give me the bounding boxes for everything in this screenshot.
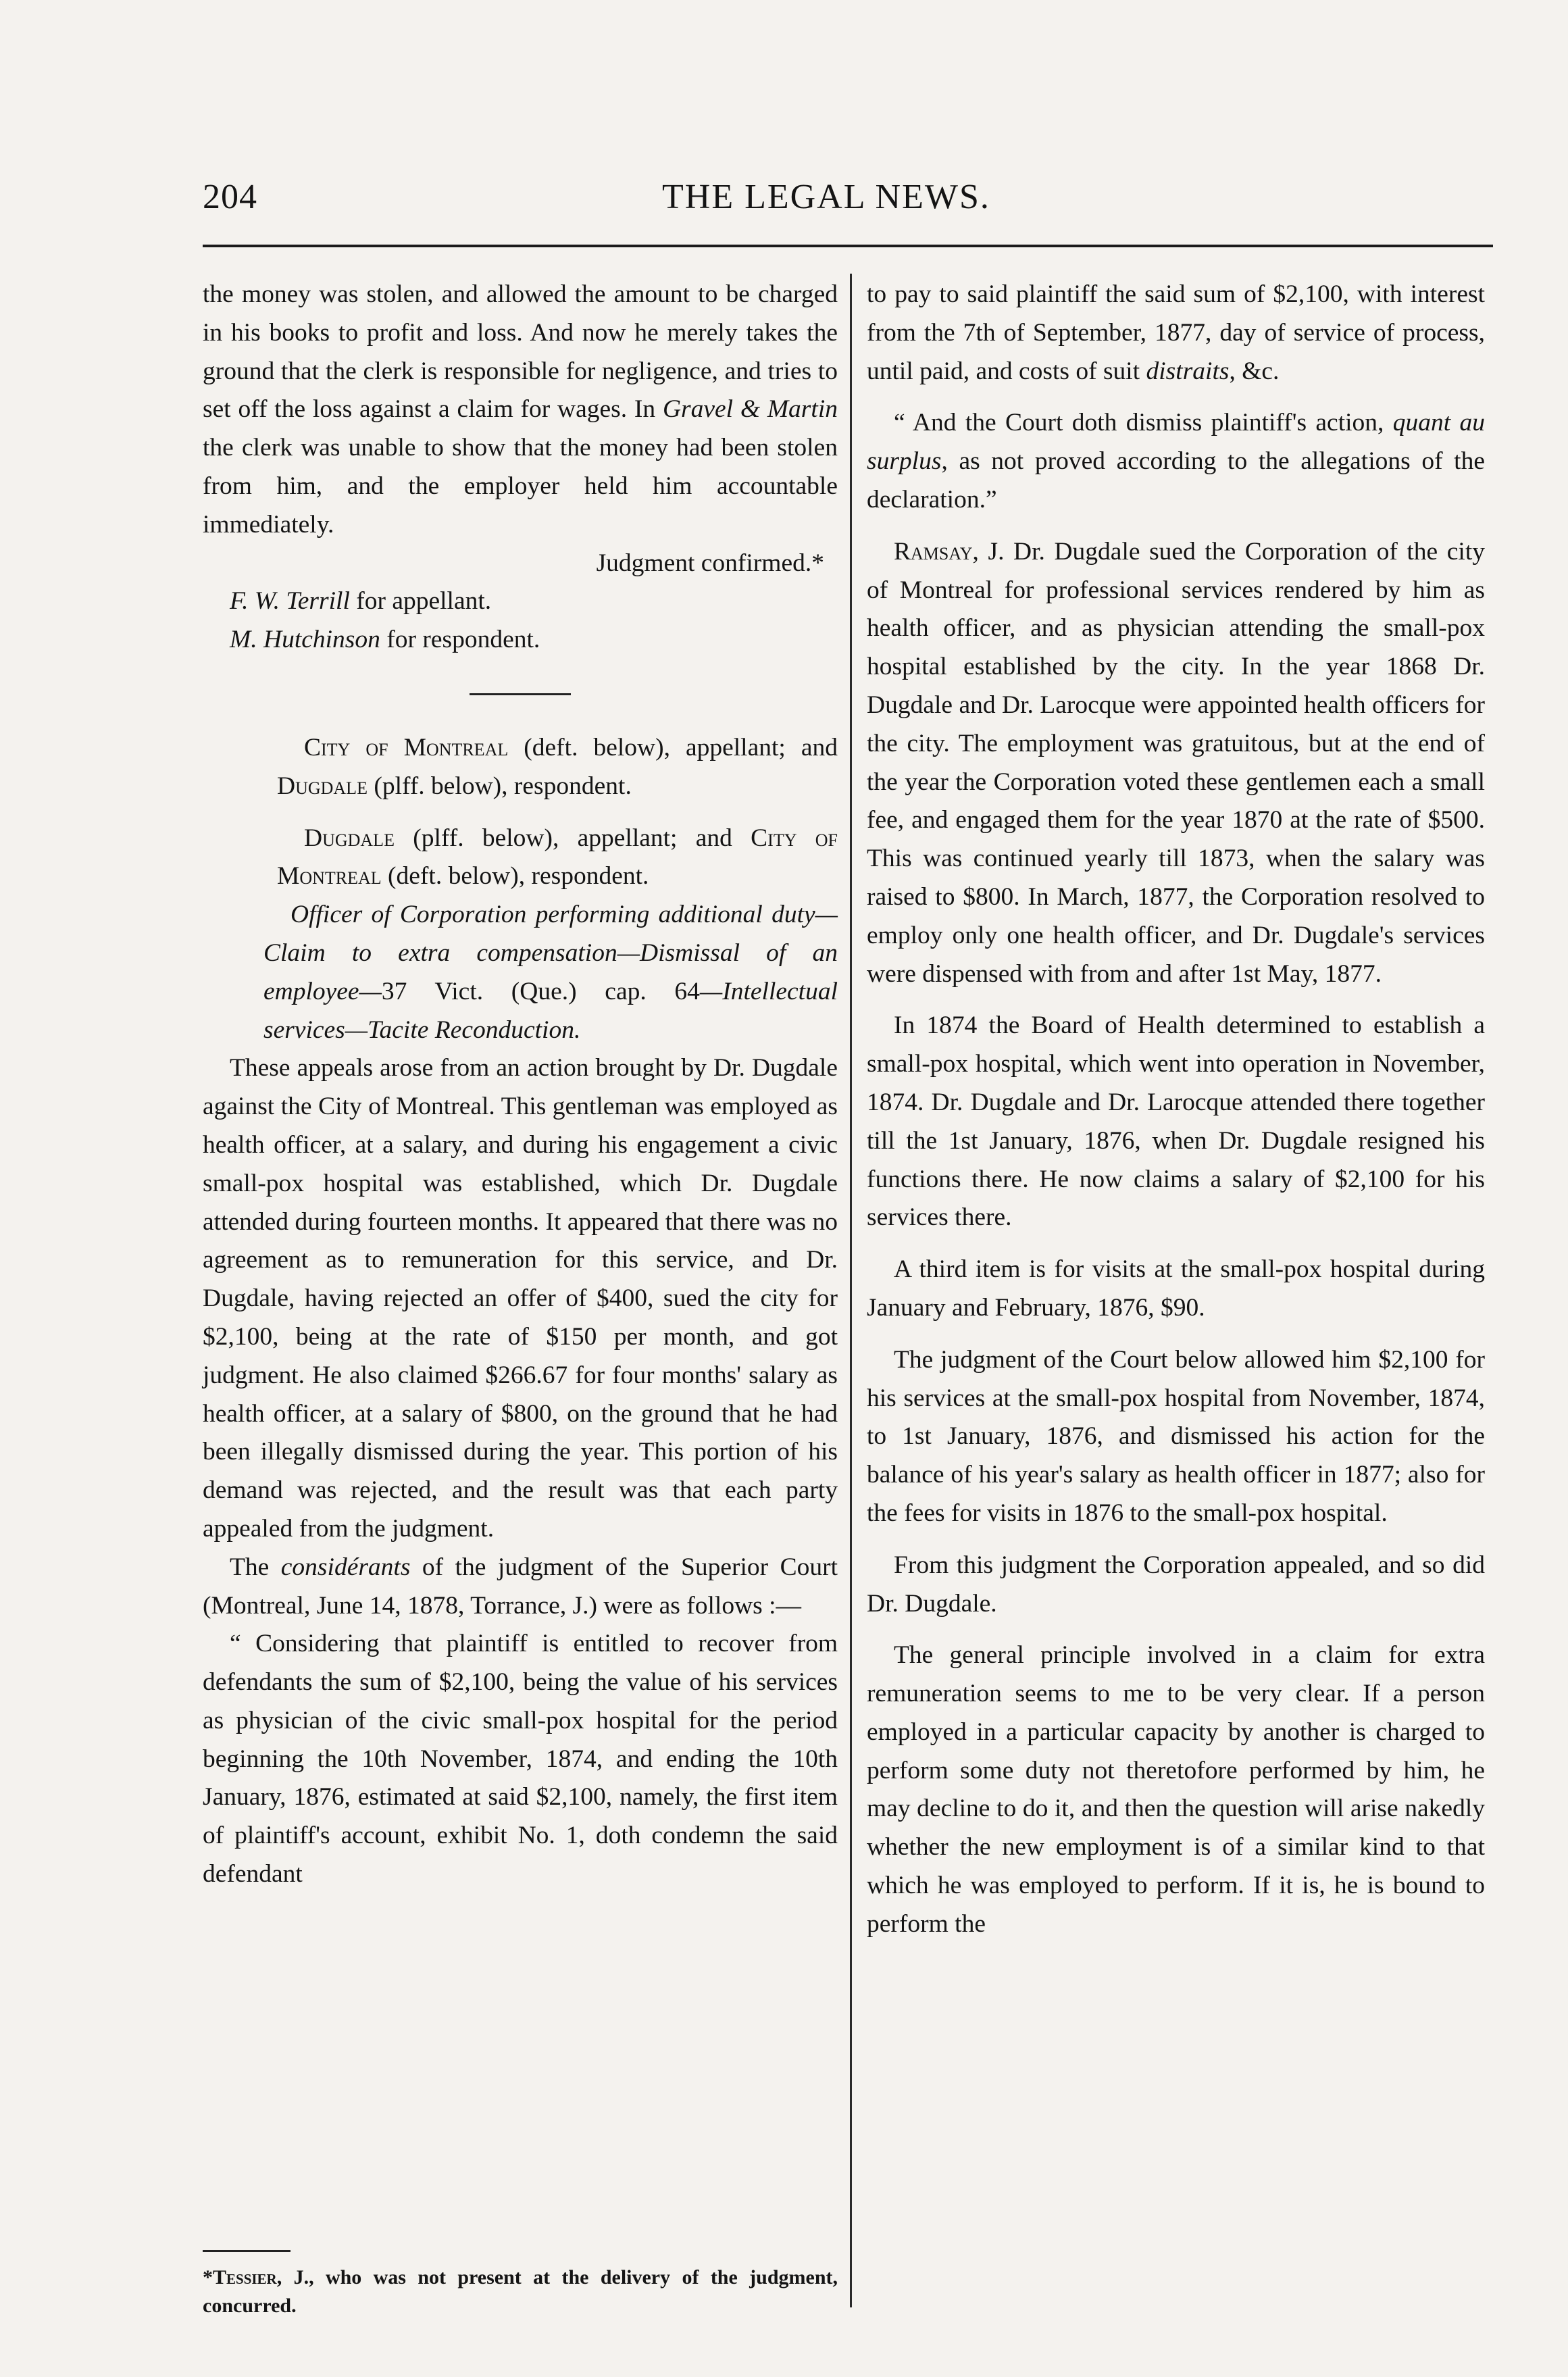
column-divider	[850, 274, 852, 2307]
counsel-role: for appellant.	[356, 587, 492, 616]
party-name: Dugdale	[277, 772, 368, 800]
paragraph-text: , &c.	[1229, 357, 1280, 385]
left-column	[203, 276, 838, 1894]
footnote-text: who was not present at the delivery of the judgment, concurred.	[203, 2266, 838, 2317]
counsel-line	[203, 582, 838, 621]
italic-term: distraits	[1146, 357, 1230, 385]
case-title-text: (plff. below), respondent.	[374, 772, 632, 800]
paragraph-text: the money was stolen, and allowed the amount to be charged in his books to profit and loss. And now he merely takes the ground that the clerk is responsible for negligence, and tries to set off the loss against a claim for wages. In	[203, 280, 838, 424]
headnote	[203, 896, 838, 1049]
case-citation: Gravel & Martin	[662, 395, 838, 424]
counsel-line	[203, 621, 838, 659]
case-title-text: (deft. below), appellant; and	[524, 733, 838, 761]
paragraph-text: to pay to said plaintiff the said sum of $2,100, with interest from the 7th of September, 1877, day of service of process, until paid, and costs of suit	[867, 280, 1485, 385]
paragraph	[867, 276, 1485, 391]
paragraph: In 1874 the Board of Health determined to establish a small-pox hospital, which went into operation in November, 1874. Dr. Dugdale and Dr. Larocque attended there together till the 1st January, 1876, when Dr. Dugdale resigned his functions there. He now claims a salary of $2,100 for his services there.	[867, 1011, 1485, 1232]
counsel-name: M. Hutchinson	[230, 626, 380, 654]
counsel-name: F. W. Terrill	[230, 587, 350, 616]
headnote-text: Officer of Corporation performing additional duty—Claim to extra compensation—Dismissal of an employee—	[263, 901, 838, 1005]
paragraph-text: , as not proved according to the allegations of the declaration.”	[867, 447, 1485, 514]
judge-name: Ramsay, J.	[894, 537, 1005, 566]
paragraph-text: The	[230, 1553, 270, 1581]
statute-citation: 37 Vict. (Que.) cap. 64	[381, 977, 700, 1005]
paragraph-text: Dr. Dugdale sued the Corporation of the city of Montreal for professional services rendered by him as health officer, and as physician attending the small-pox hospital established by the city. In the year 1868 Dr. Dugdale and Dr. Larocque were appointed health officers for the city. The employment was gratuitous, but at the end of the year the Corporation voted these gentlemen each a small fee, and engaged them for the year 1870 at the rate of $500. This was continued yearly till 1873, when the salary was raised to $800. In March, 1877, the Corporation resolved to employ only one health officer, and Dr. Dugdale's services were dispensed with from and after 1st May, 1877.	[867, 537, 1485, 988]
italic-term: considérants	[280, 1553, 411, 1581]
page-header	[203, 177, 1493, 231]
judgment-line: Judgment confirmed.*	[596, 549, 824, 577]
case-title	[203, 820, 838, 897]
headnote-text: —Intellectual services—Tacite Reconduction.	[263, 977, 838, 1044]
case-title-text: (deft. below), respondent.	[388, 862, 649, 891]
footnote-rule	[203, 2250, 290, 2252]
right-column	[867, 276, 1485, 1944]
page-number: 204	[203, 178, 257, 216]
party-name: City of Montreal	[304, 733, 509, 761]
footnote-name: *Tessier, J.,	[203, 2266, 314, 2288]
case-title-text: (plff. below), appellant; and	[413, 824, 732, 852]
case-title	[203, 729, 838, 806]
italic-term: quant au surplus	[867, 409, 1486, 476]
paragraph	[203, 1549, 838, 1626]
paragraph-text: the clerk was unable to show that the money had been stolen from him, and the employer held him accountable immediately.	[203, 434, 838, 539]
paragraph: The judgment of the Court below allowed him $2,100 for his services at the small-pox hospital from November, 1874, to 1st January, 1876, and dismissed his action for the balance of his year's salary as health officer in 1877; also for the fees for visits in 1876 to the small-pox hospital.	[867, 1345, 1485, 1527]
paragraph: From this judgment the Corporation appealed, and so did Dr. Dugdale.	[867, 1551, 1485, 1618]
paragraph	[867, 533, 1485, 994]
paragraph-text: of the judgment of the Superior Court (Montreal, June 14, 1878, Torrance, J.) were as follows :—	[203, 1553, 838, 1620]
counsel-role: for respondent.	[386, 626, 540, 654]
paragraph	[203, 276, 838, 545]
section-rule	[470, 693, 571, 695]
footnote	[203, 2263, 838, 2320]
header-rule	[203, 245, 1493, 247]
paragraph	[867, 404, 1485, 519]
paragraph: These appeals arose from an action brought by Dr. Dugdale against the City of Montreal. This gentleman was employed as health officer, at a salary, and during his engagement a civic small-pox hospital was established, which Dr. Dugdale attended during fourteen months. It appeared that there was no agreement as to remuneration for this service, and Dr. Dugdale, having rejected an offer of $400, sued the city for $2,100, being at the rate of $150 per month, and got judgment. He also claimed $266.67 for four months' salary as health officer, at a salary of $800, on the ground that he had been illegally dismissed during the year. This portion of his demand was rejected, and the result was that each party appealed from the judgment.	[203, 1054, 838, 1543]
party-name: Dugdale	[304, 824, 395, 852]
paragraph: A third item is for visits at the small-pox hospital during January and February, 1876, $90.	[867, 1255, 1485, 1322]
paragraph: The general principle involved in a claim for extra remuneration seems to me to be very clear. If a person employed in a particular capacity by another is charged to perform some duty not theretofore performed by him, he may decline to do it, and then the question will arise nakedly whether the new employment is of a similar kind to that which he was employed to perform. If it is, he is bound to perform the	[867, 1641, 1485, 1938]
journal-title: THE LEGAL NEWS.	[662, 178, 990, 216]
paragraph: “ Considering that plaintiff is entitled to recover from defendants the sum of $2,100, being the value of his services as physician of the civic small-pox hospital for the period beginning the 10th November, 1874, and ending the 10th January, 1876, estimated at said $2,100, namely, the first item of plaintiff's account, exhibit No. 1, doth condemn the said defendant	[203, 1630, 838, 1888]
paragraph-text: “ And the Court doth dismiss plaintiff's action,	[894, 409, 1384, 437]
party-name: City of Montreal	[277, 824, 838, 891]
